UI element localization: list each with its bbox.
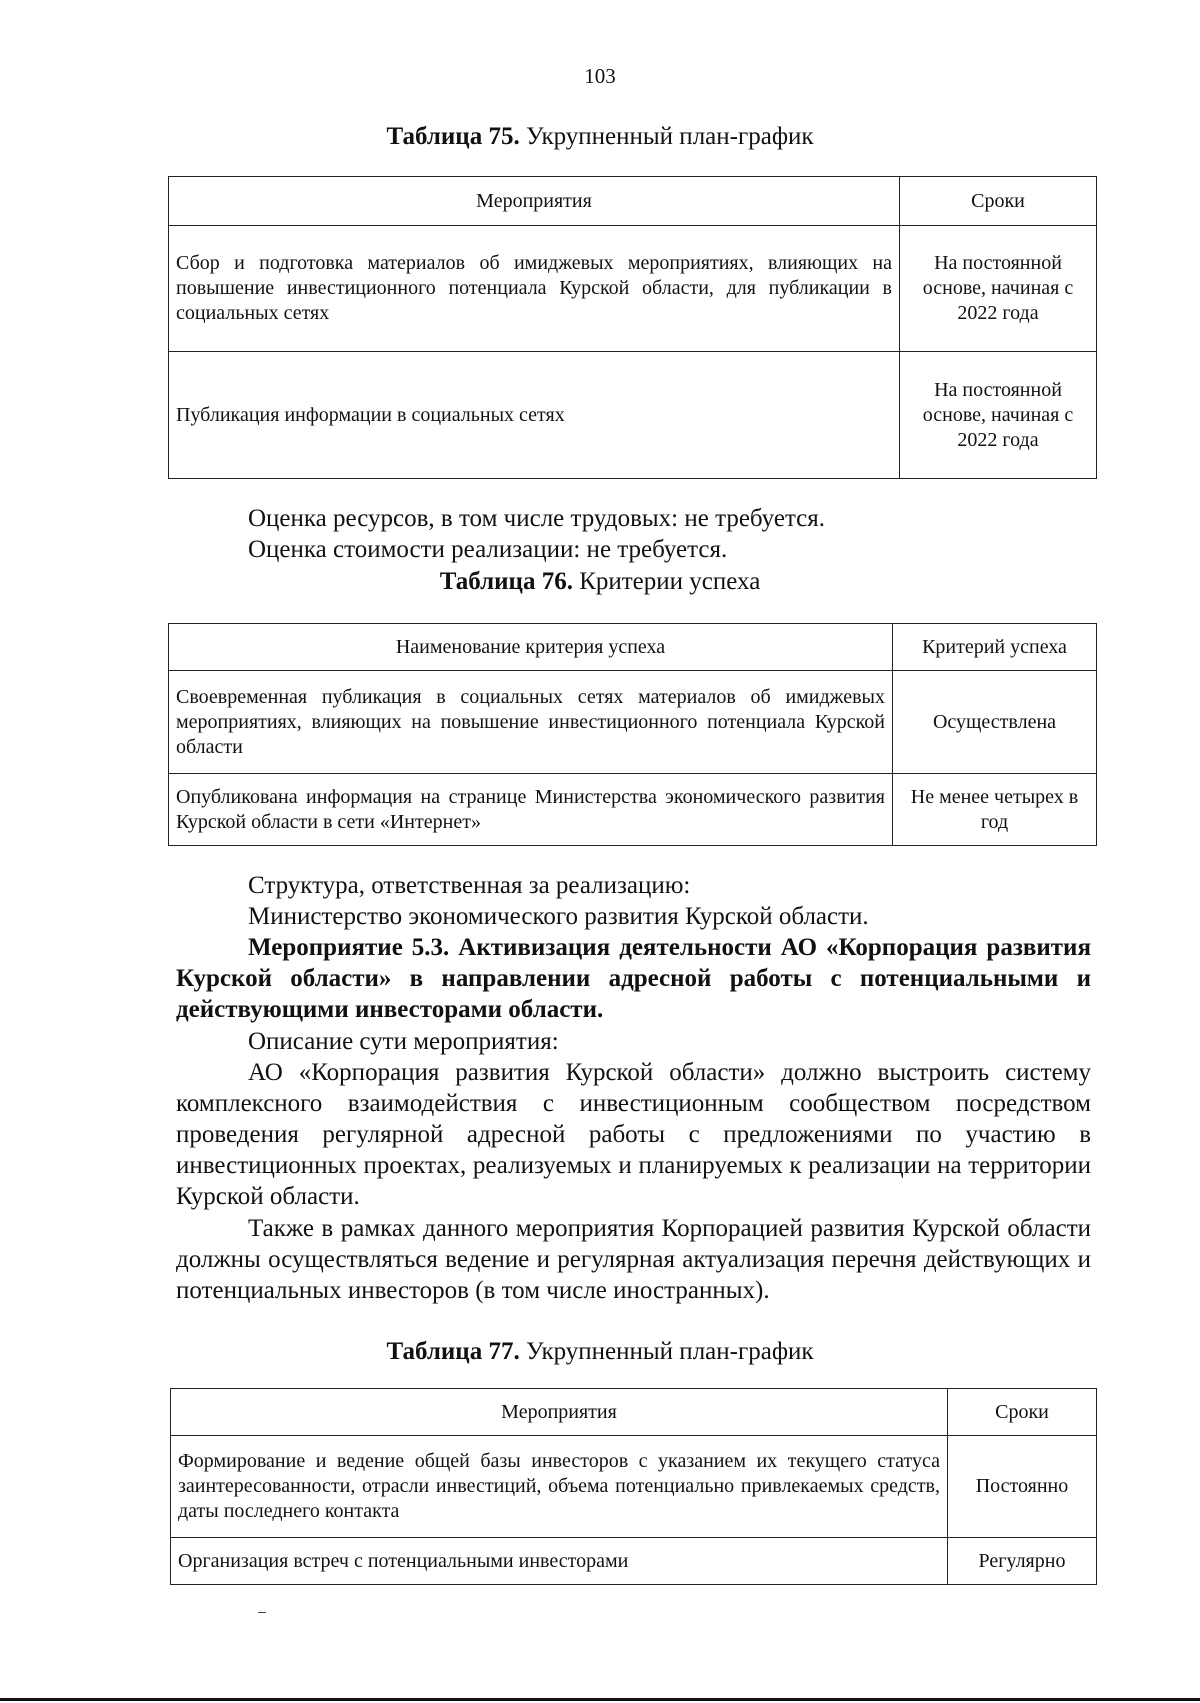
table75 — [168, 176, 1097, 479]
responsible-ministry: Министерство экономического развития Курской области. — [248, 903, 869, 930]
table75-header-events: Мероприятия — [169, 177, 900, 226]
description-paragraph-1: АО «Корпорация развития Курской области» должно выстроить систему комплексного взаимодействия с инвестиционным сообществом посредством проведения регулярной адресной работы с предложениями по участию в инвестиционных проектах, реализуемых и планируемых к реализации на территории Курской области. — [176, 1059, 1091, 1210]
table76-cell-criterion: Осуществлена — [893, 671, 1097, 774]
table76-caption — [0, 568, 1200, 596]
table76-cell-name: Своевременная публикация в социальных сетях материалов об имиджевых мероприятиях, влияющих на повышение инвестиционного потенциала Курской области — [169, 671, 893, 774]
page-number: 103 — [584, 64, 616, 88]
table75-header-terms: Сроки — [900, 177, 1097, 226]
table76-cell-criterion: Не менее четырех в год — [893, 774, 1097, 846]
table77-caption-title: Укрупненный план-график — [519, 1338, 814, 1365]
table77-cell-term: Регулярно — [948, 1538, 1097, 1585]
table-row — [169, 774, 1097, 846]
table75-cell-term: На постоянной основе, начиная с 2022 года — [900, 352, 1097, 479]
scan-mark — [258, 1612, 266, 1613]
measure-heading: Мероприятие 5.3. Активизация деятельности АО «Корпорация развития Курской области» в направлении адресной работы с потенциальными и действующими инвесторами области. — [176, 934, 1091, 1023]
table-header-row — [169, 177, 1097, 226]
table77-cell-event: Организация встреч с потенциальными инвесторами — [171, 1538, 948, 1585]
description-paragraph-2: Также в рамках данного мероприятия Корпорацией развития Курской области должны осуществляться ведение и регулярная актуализация перечня действующих и потенциальных инвесторов (в том числе иностранных). — [176, 1215, 1091, 1304]
description-label: Описание сути мероприятия: — [248, 1028, 559, 1055]
table76 — [168, 623, 1097, 846]
table77-caption-number: Таблица 77. — [386, 1338, 520, 1365]
table77-caption — [0, 1338, 1200, 1366]
table-row — [171, 1436, 1097, 1538]
table77-header-events: Мероприятия — [171, 1389, 948, 1436]
table-header-row — [169, 624, 1097, 671]
table76-caption-title: Критерии успеха — [572, 568, 761, 595]
table75-caption — [0, 123, 1200, 151]
resource-estimate: Оценка ресурсов, в том числе трудовых: не требуется. — [248, 505, 826, 532]
table77-cell-term: Постоянно — [948, 1436, 1097, 1538]
table75-caption-number: Таблица 75. — [386, 123, 520, 150]
table-row — [169, 352, 1097, 479]
table75-cell-event: Сбор и подготовка материалов об имиджевых мероприятиях, влияющих на повышение инвестиционного потенциала Курской области, для публикации в социальных сетях — [169, 226, 900, 352]
table75-caption-title: Укрупненный план-график — [519, 123, 814, 150]
table77-cell-event: Формирование и ведение общей базы инвесторов с указанием их текущего статуса заинтересованности, отрасли инвестиций, объема потенциально привлекаемых средств, даты последнего контакта — [171, 1436, 948, 1538]
table77 — [170, 1388, 1097, 1585]
table-row — [169, 671, 1097, 774]
cost-estimate: Оценка стоимости реализации: не требуется. — [248, 536, 728, 563]
table77-header-terms: Сроки — [948, 1389, 1097, 1436]
responsible-label: Структура, ответственная за реализацию: — [248, 872, 691, 899]
table-row — [169, 226, 1097, 352]
table76-header-criterion: Критерий успеха — [893, 624, 1097, 671]
table75-cell-term: На постоянной основе, начиная с 2022 года — [900, 226, 1097, 352]
table-header-row — [171, 1389, 1097, 1436]
table76-cell-name: Опубликована информация на странице Министерства экономического развития Курской области в сети «Интернет» — [169, 774, 893, 846]
table-row — [171, 1538, 1097, 1585]
table75-cell-event: Публикация информации в социальных сетях — [169, 352, 900, 479]
table76-caption-number: Таблица 76. — [439, 568, 573, 595]
table76-header-name: Наименование критерия успеха — [169, 624, 893, 671]
page-bottom-rule — [0, 1698, 1200, 1701]
